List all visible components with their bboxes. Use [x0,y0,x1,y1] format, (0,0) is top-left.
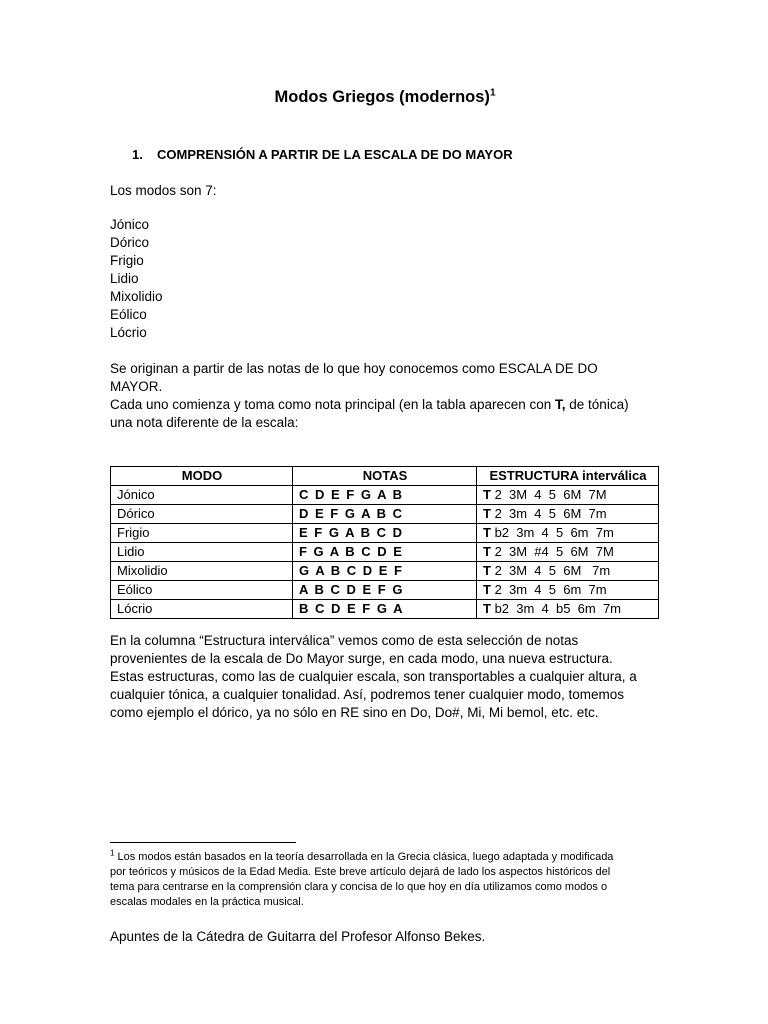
cell-modo: Eólico [111,581,293,600]
tonic-mark: T [483,563,491,578]
cell-modo: Lidio [111,543,293,562]
interval-text: 2 3m 4 5 6m 7m [490,582,607,597]
paragraph-line: Estas estructuras, como las de cualquier escala, son transportables a cualquier altura, a [110,669,637,684]
paragraph-line: MAYOR. [110,379,163,394]
interval-text: b2 3m 4 b5 6m 7m [490,601,622,616]
cell-notas: G A B C D E F [293,562,477,581]
table-row [111,600,659,619]
footnote-mark: 1 [110,848,115,858]
cell-modo: Mixolidio [111,562,293,581]
tonic-mark: T [483,525,491,540]
modes-table [110,466,659,619]
section-number: 1. [132,147,143,162]
paragraph-line: provenientes de la escala de Do Mayor surge, en cada modo, una nueva estructura. [110,651,613,666]
header-estructura-bold: ESTRUCTURA [489,468,579,483]
cell-notas: B C D E F G A [293,600,477,619]
paragraph-line: como ejemplo el dórico, ya no sólo en RE sino en Do, Do#, Mi, Mi bemol, etc. etc. [110,705,599,720]
footnote-divider [110,842,296,843]
footnote [110,850,662,910]
cell-modo: Frigio [111,524,293,543]
paragraph-line [110,396,662,414]
modes-list [110,216,163,342]
page-title [110,86,660,108]
intro-text: Los modos son 7: [110,183,217,198]
list-item: Dórico [110,235,150,250]
page-footer: Apuntes de la Cátedra de Guitarra del Profesor Alfonso Bekes. [110,929,486,944]
list-item: Jónico [110,217,150,232]
footnote-line [110,850,662,865]
cell-notas: C D E F G A B [293,486,477,505]
interval-text: 2 3m 4 5 6M 7m [490,506,607,521]
table-row [111,543,659,562]
list-item: Frigio [110,253,144,268]
list-item: Lidio [110,271,139,286]
cell-estructura [477,505,659,524]
footnote-text: Los modos están basados en la teoría desarrollada en la Grecia clásica, luego adaptada y modificada [114,851,614,863]
paragraph-line: cualquier tónica, a cualquier tonalidad. Así, podremos tener cualquier modo, tomemos [110,687,625,702]
header-estructura [477,467,659,486]
header-notas: NOTAS [293,467,477,486]
list-item: Mixolidio [110,289,163,304]
table-row [111,486,659,505]
interval-text: b2 3m 4 5 6m 7m [490,525,614,540]
paragraph-line: una nota diferente de la escala: [110,415,299,430]
table-row [111,562,659,581]
cell-estructura [477,562,659,581]
paragraph-line: En la columna “Estructura interválica” vemos como de esta selección de notas [110,633,579,648]
list-item: Lócrio [110,325,147,340]
footnote-line: tema para centrarse en la comprensión clara y concisa de lo que hoy en día utilizamos como modos o [110,881,608,893]
interval-text: 2 3M 4 5 6M 7M [490,487,607,502]
table-header-row [111,467,659,486]
section-heading [132,146,513,164]
footnote-line: escalas modales en la práctica musical. [110,896,304,908]
paragraph-text: Cada uno comienza y toma como nota principal (en la tabla aparecen con [110,397,556,412]
section-title: COMPRENSIÓN A PARTIR DE LA ESCALA DE DO MAYOR [157,147,513,162]
title-text: Modos Griegos (modernos) [274,88,490,106]
cell-modo: Lócrio [111,600,293,619]
paragraph-line: Se originan a partir de las notas de lo que hoy conocemos como ESCALA DE DO [110,361,598,376]
table-row [111,524,659,543]
tonic-mark: T [483,487,491,502]
interval-text: 2 3M #4 5 6M 7M [490,544,614,559]
cell-estructura [477,581,659,600]
paragraph-origin [110,360,662,432]
table-row [111,581,659,600]
title-footnote-ref: 1 [489,87,496,99]
header-estructura-rest: interválica [578,468,647,483]
cell-estructura [477,543,659,562]
tonic-mark: T, [555,397,566,412]
tonic-mark: T [483,544,491,559]
table-row [111,505,659,524]
footnote-line: por teóricos y músicos de la Edad Media. Este breve artículo dejará de lado los aspectos históricos del [110,866,611,878]
list-item: Eólico [110,307,147,322]
paragraph-text: de tónica) [565,397,629,412]
cell-modo: Dórico [111,505,293,524]
cell-notas: D E F G A B C [293,505,477,524]
paragraph-structure [110,632,662,722]
tonic-mark: T [483,601,491,616]
interval-text: 2 3M 4 5 6M 7m [490,563,611,578]
cell-notas: A B C D E F G [293,581,477,600]
cell-notas: F G A B C D E [293,543,477,562]
cell-estructura [477,486,659,505]
cell-notas: E F G A B C D [293,524,477,543]
header-modo: MODO [111,467,293,486]
cell-modo: Jónico [111,486,293,505]
cell-estructura [477,524,659,543]
cell-estructura [477,600,659,619]
tonic-mark: T [483,582,491,597]
tonic-mark: T [483,506,491,521]
